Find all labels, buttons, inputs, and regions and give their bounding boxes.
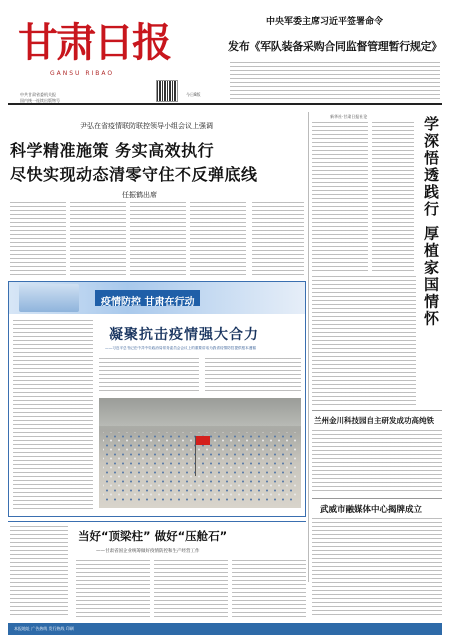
feature-body-right	[205, 358, 301, 394]
sub-story1-body	[312, 430, 442, 494]
lead-body-col1	[10, 202, 66, 276]
bottom-body-left	[10, 526, 68, 618]
lead-kicker: 尹弘在省疫情联防联控领导小组会议上强调	[80, 122, 213, 130]
top-news-body	[230, 62, 440, 102]
feature-photo	[99, 398, 301, 508]
masthead-info-line1: 中共甘肃省委机关报	[20, 92, 56, 97]
lead-body-col4	[190, 202, 246, 276]
masthead-rule	[8, 103, 442, 105]
right-col-body-a	[312, 122, 368, 272]
sub-story1-headline: 兰州金川科技园自主研发成功高纯铁	[314, 416, 434, 425]
issue-line: 今日8版	[186, 92, 201, 97]
masthead-info-line2: 国内统一连续出版物号	[20, 98, 60, 103]
bottom-subhead: ——甘肃省国企业统筹做好疫情防控和生产经营工作	[96, 549, 200, 554]
column-divider	[308, 112, 309, 582]
right-col-kicker: 新华社·甘肃日报社论	[330, 114, 368, 119]
feature-subhead: ——习近平总书记在中共中央政治局常务委员会会议上的重要讲话为我省疫情防控提供根本遵循	[105, 346, 256, 350]
lead-body-col3	[130, 202, 186, 276]
feature-box	[8, 281, 306, 517]
bottom-body-2	[154, 560, 228, 618]
barcode	[156, 80, 178, 102]
feature-body-left	[13, 320, 93, 510]
lead-body-col2	[70, 202, 126, 276]
sub-story2-headline: 武威市融媒体中心揭牌成立	[320, 505, 423, 515]
top-news-kicker: 中央军委主席习近平签署命令	[266, 17, 384, 27]
masthead	[8, 6, 442, 128]
masthead-pinyin: GANSU RIBAO	[50, 70, 115, 77]
banner-text: 疫情防控 甘肃在行动	[101, 297, 195, 308]
feature-banner	[9, 282, 305, 314]
flag-icon	[196, 436, 210, 445]
sub-story1-rule	[312, 410, 442, 411]
sub-story2-rule	[312, 498, 442, 499]
lead-headline-1: 科学精准施策 务实高效执行	[10, 141, 215, 160]
bottom-rule	[8, 521, 306, 522]
sub-story2-body	[312, 518, 442, 618]
banner-figure	[19, 284, 79, 312]
vertical-headline	[420, 116, 444, 416]
footer-text: 本报地址 广告热线 发行热线 印刷	[14, 626, 74, 631]
bottom-body-1	[76, 560, 150, 618]
feature-body-mid	[99, 358, 199, 394]
bottom-headline: 当好“顶梁柱” 做好“压舱石”	[78, 529, 228, 543]
footer-bar	[8, 623, 442, 635]
lead-headline-2: 尽快实现动态清零守住不反弹底线	[10, 165, 258, 184]
top-news-headline: 发布《军队装备采购合同监督管理暂行规定》	[228, 40, 442, 53]
lead-byline: 任振鹤出席	[122, 191, 157, 199]
vertical-headline-text: 学深悟透践行 厚植家国情怀	[422, 116, 440, 328]
right-col-body-b	[372, 122, 414, 272]
bottom-body-3	[232, 560, 306, 618]
banner-label	[95, 290, 200, 306]
photo-building	[99, 398, 301, 426]
right-col-body-d	[312, 276, 416, 406]
right-col-body-c	[252, 202, 304, 276]
masthead-logo: 甘肃日报	[18, 19, 170, 66]
feature-headline: 凝聚抗击疫情强大合力	[109, 327, 259, 343]
